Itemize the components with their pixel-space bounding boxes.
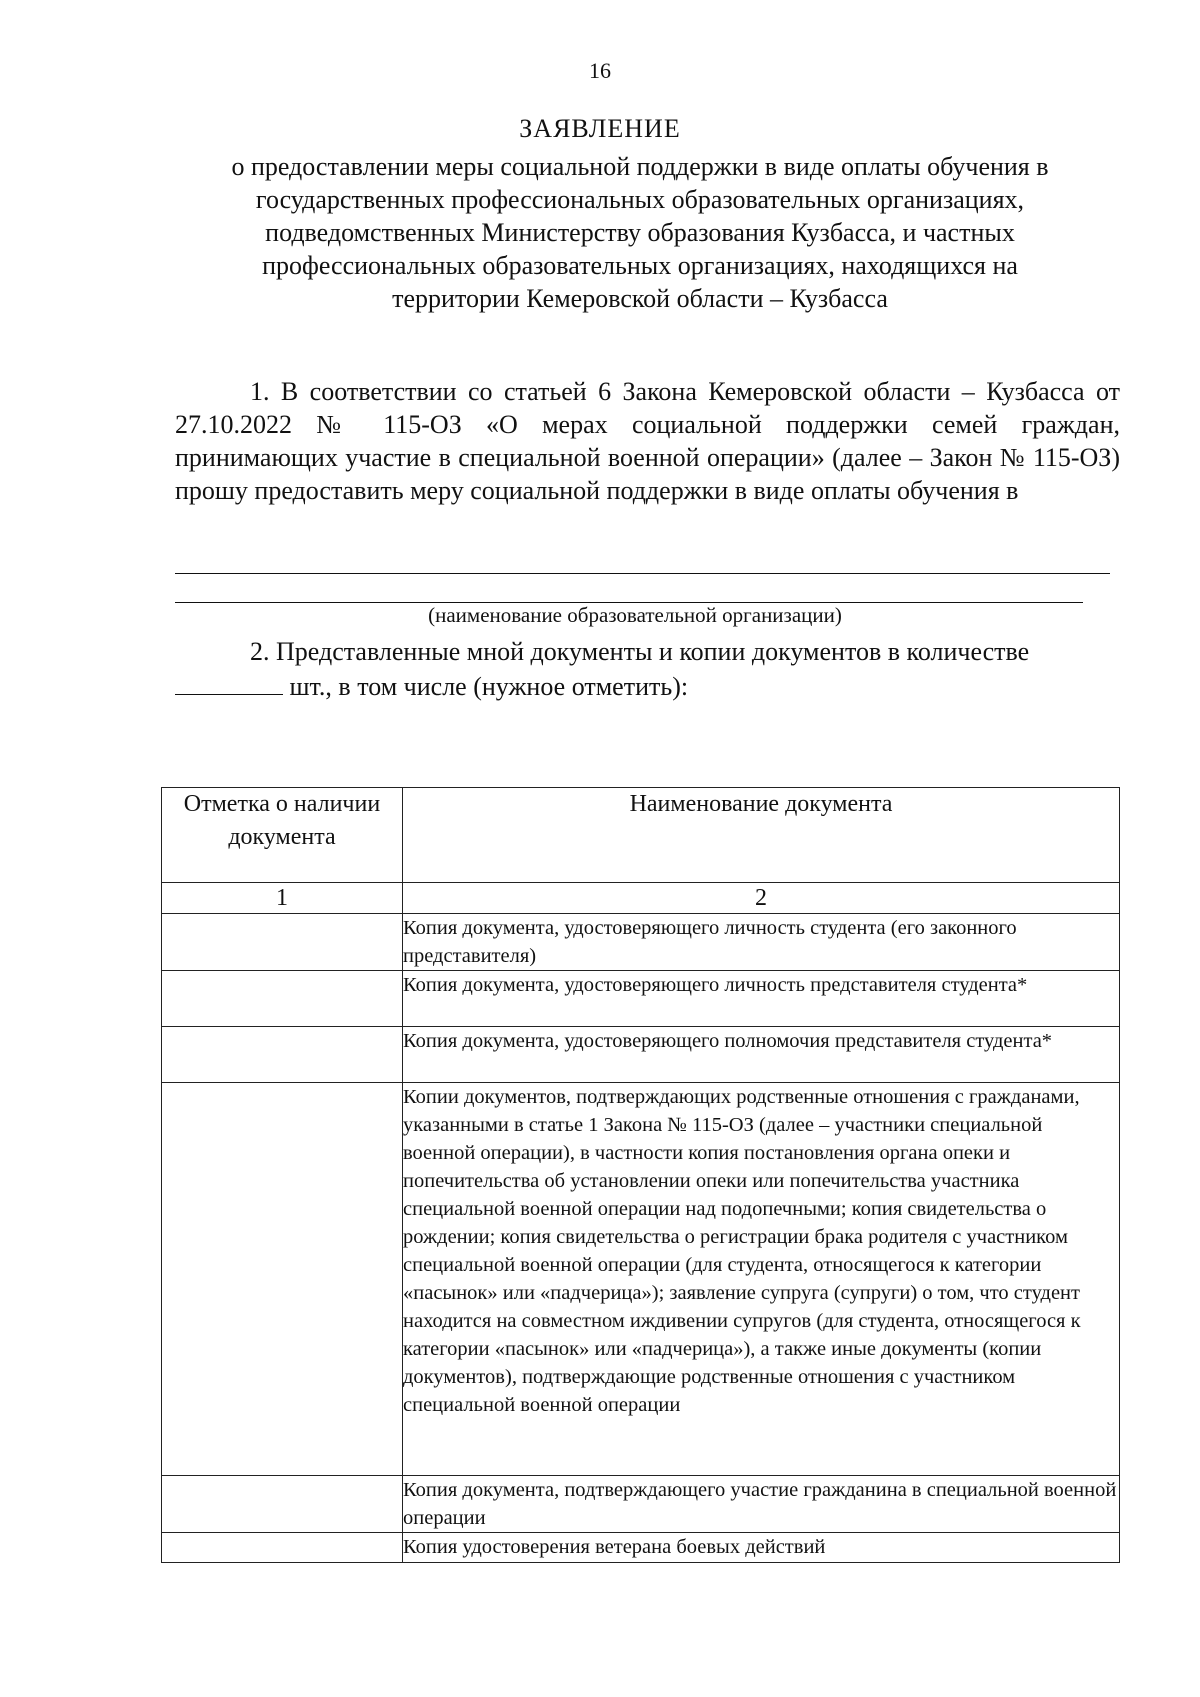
document-subtitle: [160, 150, 1120, 315]
mark-cell[interactable]: [162, 971, 403, 1027]
document-name-cell: Копия документа, удостоверяющего личность студента (его законного представителя): [403, 914, 1120, 971]
subtitle-line: о предоставлении меры социальной поддержки в виде оплаты обучения в: [231, 152, 1049, 181]
subtitle-line: подведомственных Министерству образования Кузбасса, и частных: [265, 218, 1015, 247]
document-name-cell: Копия документа, подтверждающего участие гражданина в специальной военной операции: [403, 1476, 1120, 1533]
subtitle-line: профессиональных образовательных организациях, находящихся на: [262, 251, 1018, 280]
mark-cell[interactable]: [162, 1533, 403, 1563]
header-document-name: Наименование документа: [403, 788, 1120, 883]
mark-cell[interactable]: [162, 1027, 403, 1083]
org-name-line-1[interactable]: [175, 573, 1110, 574]
subtitle-line: территории Кемеровской области – Кузбасса: [392, 284, 888, 313]
paragraph-2: [175, 634, 1120, 704]
document-count-blank[interactable]: [175, 670, 283, 695]
table-row: [162, 1027, 1120, 1083]
document-title: ЗАЯВЛЕНИЕ: [519, 114, 681, 143]
table-row: [162, 1083, 1120, 1476]
document-name-cell: Копия документа, удостоверяющего личность представителя студента*: [403, 971, 1120, 1027]
column-number-2: 2: [403, 883, 1120, 914]
table-header-row: [162, 788, 1120, 883]
page-number: 16: [589, 58, 611, 83]
document-name-cell: Копии документов, подтверждающих родственные отношения с гражданами, указанными в статье 1 Закона № 115-ОЗ (далее – участники специальной военной операции), в частности копия постановления органа опеки и попечительства об установлении опеки или попечительства участника специальной военной операции над подопечными; копия свидетельства о рождении; копия свидетельства о регистрации брака родителя с участником специальной военной операции (для студента, относящегося к категории «пасынок» или «падчерица»); заявление супруга (супруги) о том, что студент находится на совместном иждивении супругов (для студента, относящегося к категории «пасынок» или «падчерица»), а также иные документы (копии документов), подтверждающие родственные отношения с участником специальной военной операции: [403, 1083, 1120, 1476]
table-row: [162, 1533, 1120, 1563]
document-name-cell: Копия удостоверения ветерана боевых действий: [403, 1533, 1120, 1563]
table-row: [162, 971, 1120, 1027]
table-row: [162, 1476, 1120, 1533]
table-row: [162, 914, 1120, 971]
org-name-caption: (наименование образовательной организации): [428, 603, 842, 627]
paragraph-1: 1. В соответствии со статьей 6 Закона Кемеровской области – Кузбасса от 27.10.2022 № 115-ОЗ «О мерах социальной поддержки семей граждан, принимающих участие в специальной военной операции» (далее – Закон № 115-ОЗ) прошу предоставить меру социальной поддержки в виде оплаты обучения в: [175, 377, 1120, 505]
mark-cell[interactable]: [162, 1083, 403, 1476]
column-number-row: [162, 883, 1120, 914]
subtitle-line: государственных профессиональных образовательных организациях,: [255, 185, 1025, 214]
document-name-cell: Копия документа, удостоверяющего полномочия представителя студента*: [403, 1027, 1120, 1083]
header-mark: Отметка о наличии документа: [162, 788, 403, 883]
paragraph-2-text: 2. Представленные мной документы и копии документов в количестве: [250, 637, 1030, 666]
mark-cell[interactable]: [162, 1476, 403, 1533]
mark-cell[interactable]: [162, 914, 403, 971]
documents-table: [161, 787, 1120, 1563]
paragraph-2-tail: шт., в том числе (нужное отметить):: [283, 672, 689, 701]
column-number-1: 1: [162, 883, 403, 914]
